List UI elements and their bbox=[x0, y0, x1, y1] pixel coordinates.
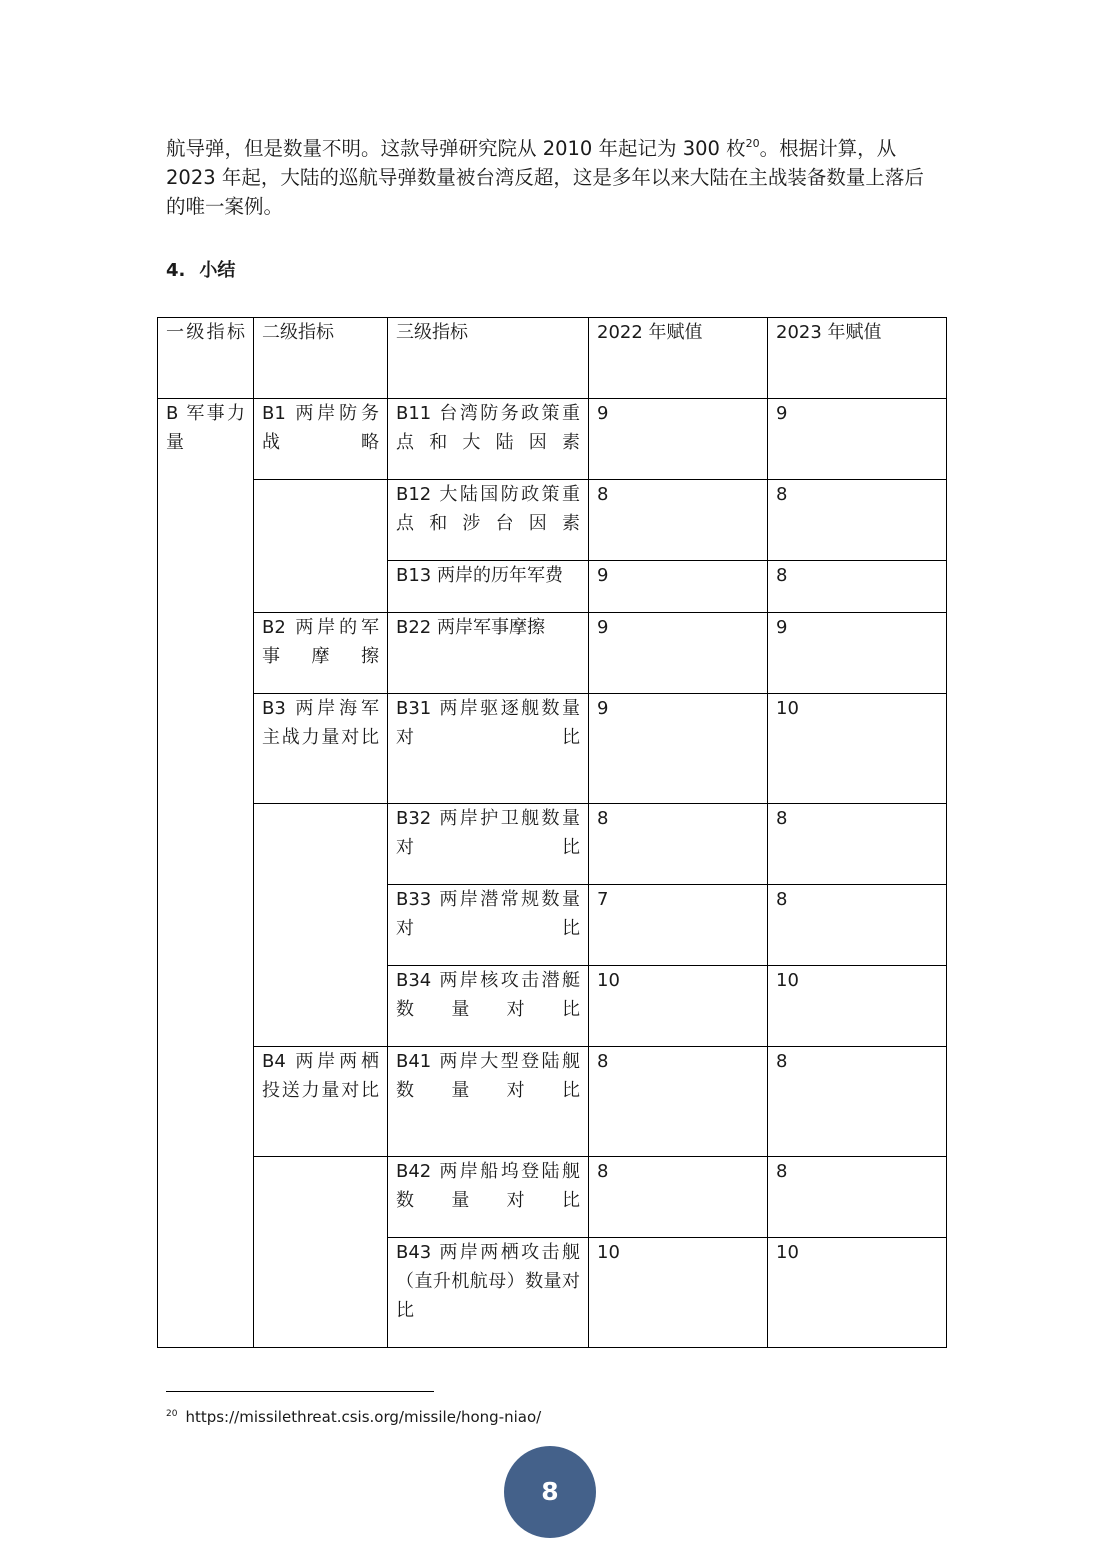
table-row bbox=[158, 561, 947, 613]
value-2023-cell: 8 bbox=[768, 1157, 947, 1238]
table-row bbox=[158, 1157, 947, 1238]
value-2022-cell: 7 bbox=[589, 885, 768, 966]
value-2022-cell: 9 bbox=[589, 399, 768, 480]
table-row bbox=[158, 480, 947, 561]
level2-cell: B1 两岸防务战略 bbox=[254, 399, 388, 480]
level3-cell: B12 大陆国防政策重点和涉台因素 bbox=[388, 480, 589, 561]
level2-cell bbox=[254, 885, 388, 966]
footnote-reference: 20 bbox=[745, 137, 760, 150]
indicator-table bbox=[157, 317, 947, 1348]
table-row bbox=[158, 1047, 947, 1157]
value-2022-cell: 10 bbox=[589, 966, 768, 1047]
value-2023-cell: 10 bbox=[768, 694, 947, 804]
value-2023-cell: 8 bbox=[768, 1047, 947, 1157]
level3-cell: B43 两岸两栖攻击舰（直升机航母）数量对比 bbox=[388, 1238, 589, 1348]
value-2022-cell: 10 bbox=[589, 1238, 768, 1348]
level3-cell: B41 两岸大型登陆舰数量对比 bbox=[388, 1047, 589, 1157]
level3-cell: B33 两岸潜常规数量对比 bbox=[388, 885, 589, 966]
paragraph-text: 航导弹，但是数量不明。这款导弹研究院从 2010 年起记为 300 枚 bbox=[166, 137, 746, 160]
level2-cell bbox=[254, 966, 388, 1047]
body-paragraph bbox=[166, 134, 936, 221]
table-row bbox=[158, 399, 947, 480]
level2-cell bbox=[254, 1238, 388, 1348]
level3-cell: B11 台湾防务政策重点和大陆因素 bbox=[388, 399, 589, 480]
table-row bbox=[158, 966, 947, 1047]
value-2022-cell: 9 bbox=[589, 613, 768, 694]
value-2022-cell: 8 bbox=[589, 804, 768, 885]
header-cell: 一级指标 bbox=[158, 318, 254, 399]
table-header-row bbox=[158, 318, 947, 399]
footnote-url: https://missilethreat.csis.org/missile/hong-niao/ bbox=[185, 1408, 542, 1426]
level1-cell: B 军事力量 bbox=[158, 399, 254, 1348]
level2-cell: B3 两岸海军主战力量对比 bbox=[254, 694, 388, 804]
table-row bbox=[158, 613, 947, 694]
value-2023-cell: 8 bbox=[768, 885, 947, 966]
level2-cell bbox=[254, 561, 388, 613]
header-cell: 2023 年赋值 bbox=[768, 318, 947, 399]
level2-cell bbox=[254, 804, 388, 885]
table-row bbox=[158, 694, 947, 804]
paragraph-text-continued: 。根据计算，从 2023 年起，大陆的巡航导弹数量被台湾反超，这是多年以来大陆在主战装备数量上落后的唯一案例。 bbox=[166, 137, 924, 218]
value-2023-cell: 10 bbox=[768, 966, 947, 1047]
level3-cell: B32 两岸护卫舰数量对比 bbox=[388, 804, 589, 885]
value-2023-cell: 10 bbox=[768, 1238, 947, 1348]
value-2022-cell: 9 bbox=[589, 561, 768, 613]
value-2022-cell: 8 bbox=[589, 480, 768, 561]
header-cell: 三级指标 bbox=[388, 318, 589, 399]
value-2023-cell: 9 bbox=[768, 399, 947, 480]
value-2022-cell: 9 bbox=[589, 694, 768, 804]
section-number: 4. bbox=[166, 260, 186, 281]
level3-cell: B13 两岸的历年军费 bbox=[388, 561, 589, 613]
level2-cell bbox=[254, 480, 388, 561]
level3-cell: B22 两岸军事摩擦 bbox=[388, 613, 589, 694]
level2-cell bbox=[254, 1157, 388, 1238]
value-2022-cell: 8 bbox=[589, 1157, 768, 1238]
section-heading bbox=[166, 256, 235, 282]
table-row bbox=[158, 804, 947, 885]
level3-cell: B31 两岸驱逐舰数量对比 bbox=[388, 694, 589, 804]
value-2023-cell: 8 bbox=[768, 804, 947, 885]
section-title: 小结 bbox=[199, 260, 236, 281]
level2-cell: B2 两岸的军事摩擦 bbox=[254, 613, 388, 694]
header-cell: 二级指标 bbox=[254, 318, 388, 399]
header-cell: 2022 年赋值 bbox=[589, 318, 768, 399]
table-row bbox=[158, 1238, 947, 1348]
footnote-number: 20 bbox=[166, 1409, 178, 1419]
footnote-separator bbox=[166, 1391, 434, 1392]
level3-cell: B34 两岸核攻击潜艇数量对比 bbox=[388, 966, 589, 1047]
footnote bbox=[166, 1404, 541, 1427]
value-2022-cell: 8 bbox=[589, 1047, 768, 1157]
value-2023-cell: 8 bbox=[768, 480, 947, 561]
value-2023-cell: 8 bbox=[768, 561, 947, 613]
level3-cell: B42 两岸船坞登陆舰数量对比 bbox=[388, 1157, 589, 1238]
level2-cell: B4 两岸两栖投送力量对比 bbox=[254, 1047, 388, 1157]
page-number-badge: 8 bbox=[504, 1446, 596, 1538]
value-2023-cell: 9 bbox=[768, 613, 947, 694]
table-row bbox=[158, 885, 947, 966]
